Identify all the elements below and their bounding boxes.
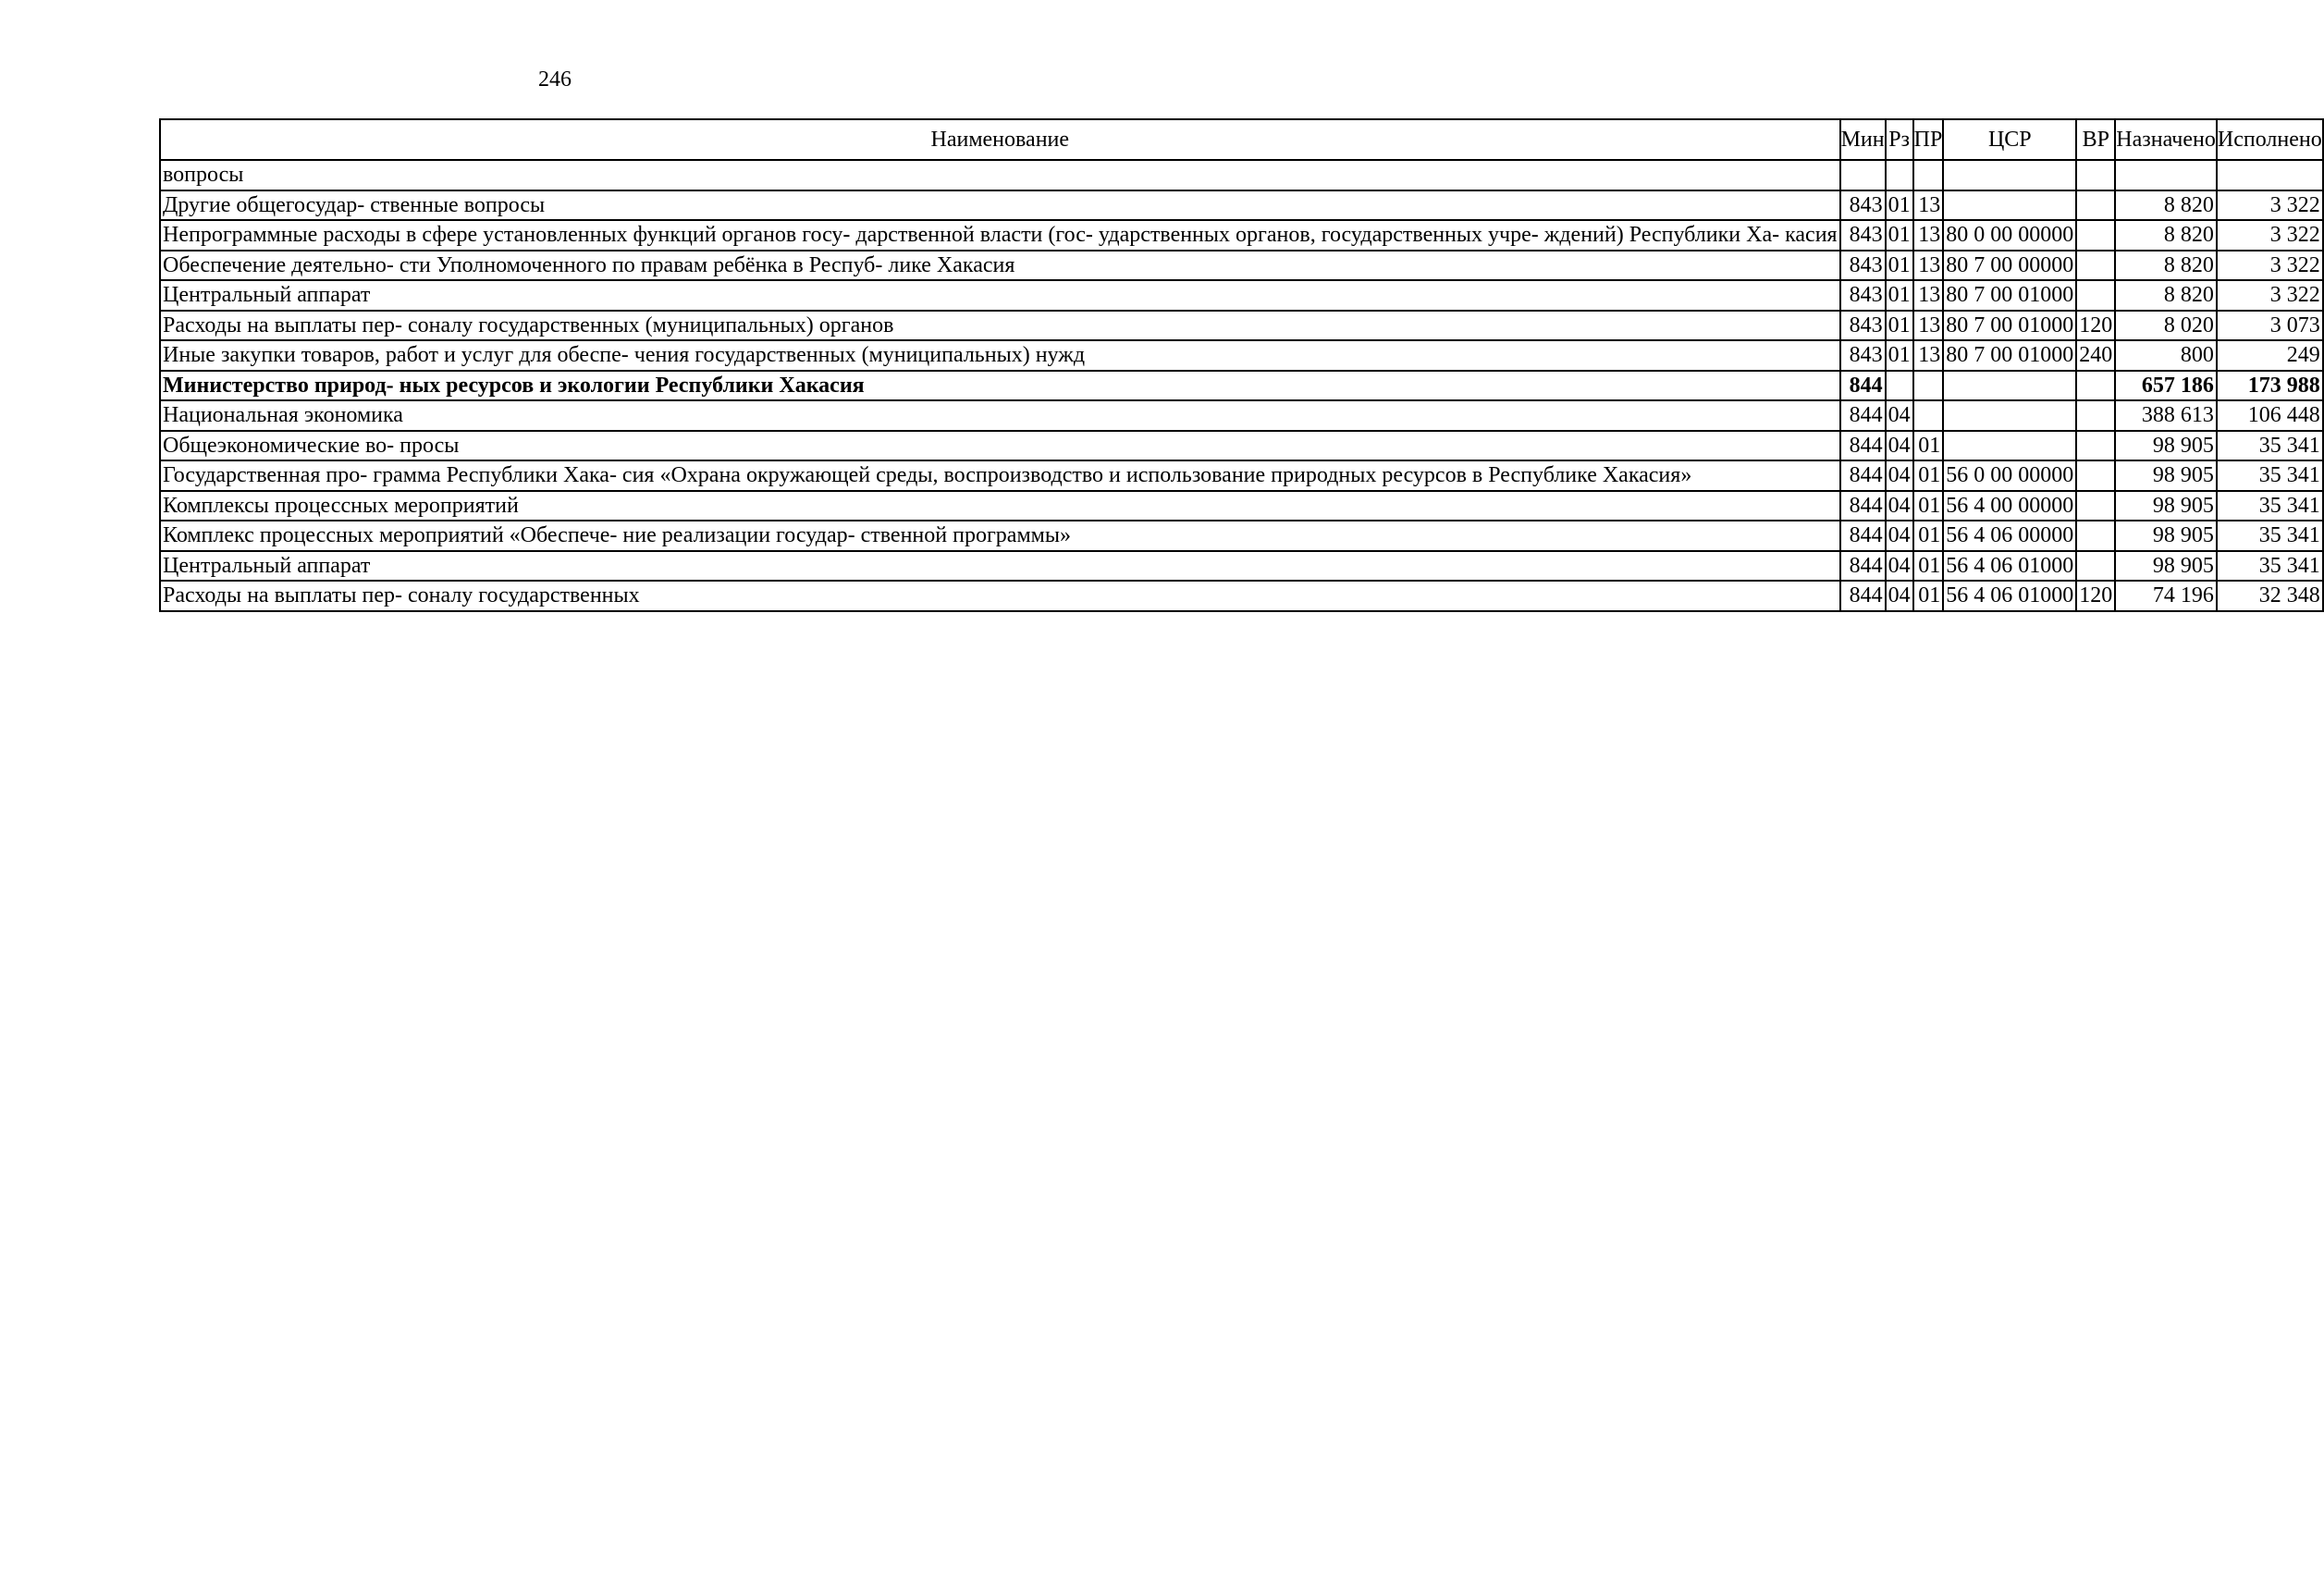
- table-row: [160, 190, 2323, 221]
- cell-name: Центральный аппарат: [160, 551, 1840, 582]
- cell-executed: 173 988: [2217, 371, 2323, 401]
- cell-min: 843: [1840, 280, 1886, 311]
- cell-name: Комплекс процессных мероприятий «Обеспече- ние реализации государ- ственной программы»: [160, 521, 1840, 551]
- cell-min: 844: [1840, 521, 1886, 551]
- cell-min: 844: [1840, 581, 1886, 611]
- cell-vr: 120: [2076, 581, 2115, 611]
- cell-executed: [2217, 160, 2323, 190]
- cell-pr: 01: [1913, 521, 1944, 551]
- cell-min: 844: [1840, 460, 1886, 491]
- cell-assigned: 98 905: [2115, 491, 2217, 521]
- cell-name: Министерство природ- ных ресурсов и экологии Республики Хакасия: [160, 371, 1840, 401]
- cell-name: Другие общегосудар- ственные вопросы: [160, 190, 1840, 221]
- table-row: [160, 160, 2323, 190]
- cell-rz: [1886, 371, 1913, 401]
- cell-csr: [1943, 371, 2076, 401]
- cell-executed: 35 341: [2217, 491, 2323, 521]
- header-rz: Рз: [1886, 119, 1913, 160]
- cell-assigned: 98 905: [2115, 460, 2217, 491]
- table-row: [160, 521, 2323, 551]
- cell-csr: [1943, 431, 2076, 461]
- header-name: Наименование: [160, 119, 1840, 160]
- header-min: Мин: [1840, 119, 1886, 160]
- cell-csr: 56 4 00 00000: [1943, 491, 2076, 521]
- cell-name: Общеэкономические во- просы: [160, 431, 1840, 461]
- cell-pr: 01: [1913, 491, 1944, 521]
- cell-executed: 35 341: [2217, 431, 2323, 461]
- cell-pr: 13: [1913, 190, 1944, 221]
- cell-vr: [2076, 371, 2115, 401]
- cell-pr: 13: [1913, 311, 1944, 341]
- table-header-row: [160, 119, 2323, 160]
- cell-name: Иные закупки товаров, работ и услуг для обеспе- чения государственных (муниципальных) нужд: [160, 340, 1840, 371]
- cell-rz: 01: [1886, 311, 1913, 341]
- cell-rz: 01: [1886, 280, 1913, 311]
- table-body: [160, 160, 2323, 611]
- table-row: [160, 491, 2323, 521]
- cell-vr: [2076, 400, 2115, 431]
- cell-assigned: 8 820: [2115, 280, 2217, 311]
- cell-rz: 04: [1886, 491, 1913, 521]
- cell-min: 844: [1840, 400, 1886, 431]
- cell-name: Национальная экономика: [160, 400, 1840, 431]
- cell-pr: 01: [1913, 551, 1944, 582]
- cell-rz: 04: [1886, 400, 1913, 431]
- cell-executed: 32 348: [2217, 581, 2323, 611]
- cell-assigned: 98 905: [2115, 551, 2217, 582]
- cell-min: 843: [1840, 220, 1886, 251]
- cell-vr: [2076, 551, 2115, 582]
- cell-rz: 04: [1886, 521, 1913, 551]
- table-row: [160, 220, 2323, 251]
- cell-min: 843: [1840, 251, 1886, 281]
- cell-assigned: 98 905: [2115, 431, 2217, 461]
- cell-assigned: 8 820: [2115, 251, 2217, 281]
- cell-min: [1840, 160, 1886, 190]
- cell-pr: [1913, 371, 1944, 401]
- table-row: [160, 280, 2323, 311]
- header-executed: Исполнено: [2217, 119, 2323, 160]
- cell-assigned: 74 196: [2115, 581, 2217, 611]
- cell-assigned: [2115, 160, 2217, 190]
- cell-executed: 3 322: [2217, 251, 2323, 281]
- header-csr: ЦСР: [1943, 119, 2076, 160]
- cell-min: 844: [1840, 431, 1886, 461]
- cell-csr: 80 7 00 01000: [1943, 340, 2076, 371]
- cell-assigned: 657 186: [2115, 371, 2217, 401]
- cell-vr: [2076, 280, 2115, 311]
- cell-rz: 01: [1886, 340, 1913, 371]
- table-row: [160, 251, 2323, 281]
- cell-rz: 01: [1886, 251, 1913, 281]
- cell-csr: 80 7 00 01000: [1943, 280, 2076, 311]
- cell-csr: 56 0 00 00000: [1943, 460, 2076, 491]
- cell-csr: [1943, 400, 2076, 431]
- cell-name: Расходы на выплаты пер- соналу государственных: [160, 581, 1840, 611]
- cell-assigned: 388 613: [2115, 400, 2217, 431]
- table-row: [160, 551, 2323, 582]
- cell-vr: 120: [2076, 311, 2115, 341]
- cell-executed: 35 341: [2217, 551, 2323, 582]
- cell-csr: 56 4 06 01000: [1943, 581, 2076, 611]
- cell-vr: [2076, 491, 2115, 521]
- page-number: 246: [538, 67, 572, 92]
- cell-name: Комплексы процессных мероприятий: [160, 491, 1840, 521]
- cell-assigned: 800: [2115, 340, 2217, 371]
- header-assigned: Назначено: [2115, 119, 2217, 160]
- cell-name: вопросы: [160, 160, 1840, 190]
- cell-rz: 01: [1886, 190, 1913, 221]
- cell-rz: 04: [1886, 581, 1913, 611]
- cell-csr: 56 4 06 01000: [1943, 551, 2076, 582]
- cell-pr: 01: [1913, 581, 1944, 611]
- table-row: [160, 581, 2323, 611]
- cell-pr: [1913, 400, 1944, 431]
- cell-csr: 80 0 00 00000: [1943, 220, 2076, 251]
- cell-pr: 13: [1913, 220, 1944, 251]
- cell-rz: [1886, 160, 1913, 190]
- cell-pr: 01: [1913, 460, 1944, 491]
- cell-executed: 3 322: [2217, 280, 2323, 311]
- cell-csr: 80 7 00 00000: [1943, 251, 2076, 281]
- cell-name: Расходы на выплаты пер- соналу государственных (муниципальных) органов: [160, 311, 1840, 341]
- cell-csr: 80 7 00 01000: [1943, 311, 2076, 341]
- cell-rz: 01: [1886, 220, 1913, 251]
- header-pr: ПР: [1913, 119, 1944, 160]
- header-vr: ВР: [2076, 119, 2115, 160]
- cell-csr: [1943, 190, 2076, 221]
- cell-rz: 04: [1886, 460, 1913, 491]
- cell-assigned: 8 820: [2115, 190, 2217, 221]
- table-row: [160, 340, 2323, 371]
- cell-min: 843: [1840, 190, 1886, 221]
- cell-executed: 3 322: [2217, 190, 2323, 221]
- cell-name: Центральный аппарат: [160, 280, 1840, 311]
- cell-min: 844: [1840, 371, 1886, 401]
- table-row: [160, 460, 2323, 491]
- table-row: [160, 431, 2323, 461]
- cell-executed: 35 341: [2217, 521, 2323, 551]
- cell-executed: 3 322: [2217, 220, 2323, 251]
- cell-assigned: 8 820: [2115, 220, 2217, 251]
- budget-table: [159, 118, 2324, 612]
- cell-executed: 249: [2217, 340, 2323, 371]
- table-row: [160, 371, 2323, 401]
- table-row: [160, 400, 2323, 431]
- cell-vr: [2076, 160, 2115, 190]
- cell-vr: [2076, 460, 2115, 491]
- cell-min: 844: [1840, 551, 1886, 582]
- cell-pr: 01: [1913, 431, 1944, 461]
- cell-csr: [1943, 160, 2076, 190]
- cell-vr: [2076, 431, 2115, 461]
- cell-min: 843: [1840, 340, 1886, 371]
- cell-vr: [2076, 521, 2115, 551]
- cell-vr: [2076, 190, 2115, 221]
- table-row: [160, 311, 2323, 341]
- cell-csr: 56 4 06 00000: [1943, 521, 2076, 551]
- cell-pr: [1913, 160, 1944, 190]
- cell-name: Государственная про- грамма Республики Хака- сия «Охрана окружающей среды, воспроизводство и использование природных ресурсов в Республике Хакасия»: [160, 460, 1840, 491]
- cell-pr: 13: [1913, 280, 1944, 311]
- cell-name: Обеспечение деятельно- сти Уполномоченного по правам ребёнка в Респуб- лике Хакасия: [160, 251, 1840, 281]
- cell-vr: [2076, 220, 2115, 251]
- cell-min: 843: [1840, 311, 1886, 341]
- cell-rz: 04: [1886, 551, 1913, 582]
- cell-executed: 3 073: [2217, 311, 2323, 341]
- cell-assigned: 98 905: [2115, 521, 2217, 551]
- cell-min: 844: [1840, 491, 1886, 521]
- cell-pr: 13: [1913, 251, 1944, 281]
- cell-rz: 04: [1886, 431, 1913, 461]
- cell-vr: [2076, 251, 2115, 281]
- cell-pr: 13: [1913, 340, 1944, 371]
- cell-vr: 240: [2076, 340, 2115, 371]
- cell-executed: 106 448: [2217, 400, 2323, 431]
- cell-executed: 35 341: [2217, 460, 2323, 491]
- cell-assigned: 8 020: [2115, 311, 2217, 341]
- cell-name: Непрограммные расходы в сфере установленных функций органов госу- дарственной власти (гос- ударственных органов, государственных учре- ждений) Республики Ха- касия: [160, 220, 1840, 251]
